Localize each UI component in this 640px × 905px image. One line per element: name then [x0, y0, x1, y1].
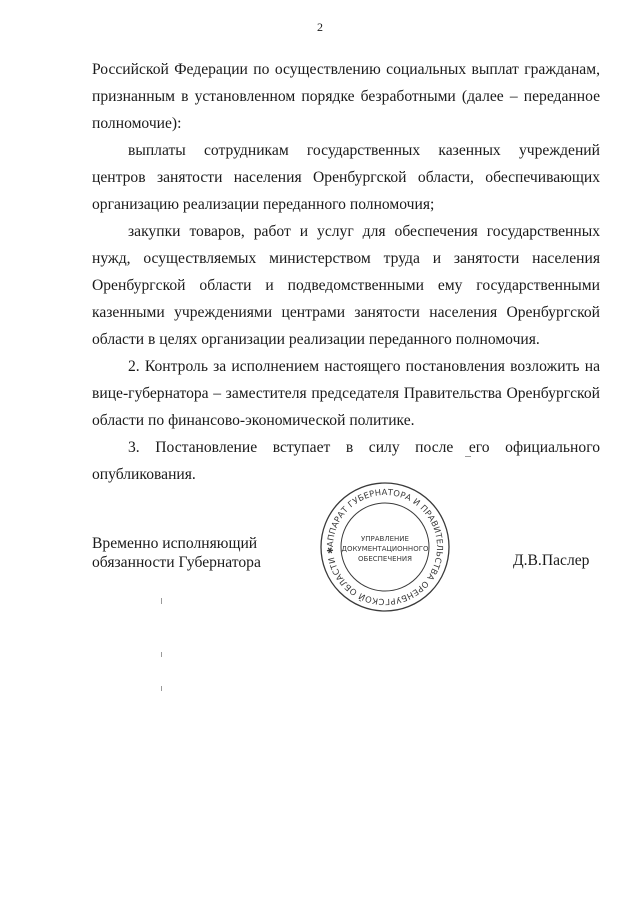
scan-speck: [465, 456, 471, 457]
seal-center-line-2: ДОКУМЕНТАЦИОННОГО: [341, 545, 429, 553]
signer-title: [92, 534, 261, 572]
paragraph-4: 2. Контроль за исполнением настоящего постановления возложить на вице-губернатора – заместителя председателя Правительства Оренбургской области по финансово-экономической политике.: [92, 358, 600, 429]
scan-speck: [161, 686, 162, 691]
paragraph-2: выплаты сотрудникам государственных казенных учреждений центров занятости населения Оренбургской области, обеспечивающих организацию реализации переданного полномочия;: [92, 142, 600, 213]
paragraph-3: закупки товаров, работ и услуг для обеспечения государственных нужд, осуществляемых министерством труда и занятости населения Оренбургской области и подведомственными ему государственными казенными учреждениями центрами занятости населения Оренбургской области в целях организации реализации переданного полномочия.: [92, 223, 600, 348]
seal-ring-text: АППАРАТ ГУБЕРНАТОРА И ПРАВИТЕЛЬСТВА ОРЕНБУРГСКОЙ ОБЛАСТИ ✱: [324, 486, 446, 608]
signer-title-line-2: обязанности Губернатора: [92, 554, 261, 571]
page-number: 2: [317, 20, 323, 34]
seal-center-line-1: УПРАВЛЕНИЕ: [361, 535, 409, 543]
signer-name: Д.В.Паслер: [513, 552, 590, 569]
signer-title-line-1: Временно исполняющий: [92, 535, 258, 552]
document-body: [92, 56, 600, 488]
scan-speck: [161, 598, 162, 604]
paragraph-5: 3. Постановление вступает в силу после его официального опубликования.: [92, 439, 600, 483]
scan-speck: [161, 652, 162, 657]
official-seal: [318, 480, 452, 614]
paragraph-1: Российской Федерации по осуществлению социальных выплат гражданам, признанным в установленном порядке безработными (далее – переданное полномочие):: [92, 61, 600, 132]
seal-center-line-3: ОБЕСПЕЧЕНИЯ: [358, 555, 412, 563]
